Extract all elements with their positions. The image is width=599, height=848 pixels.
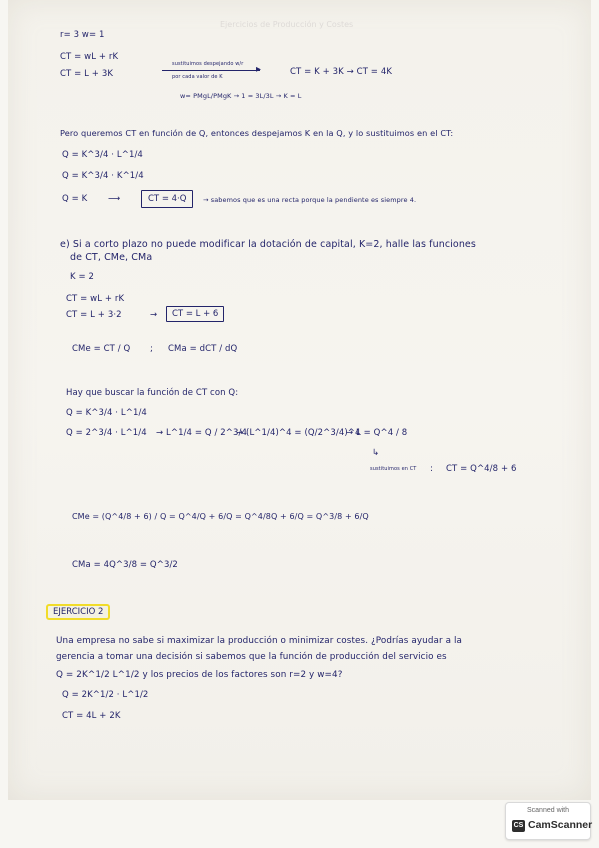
arrow-icon: ⟶ xyxy=(108,194,121,204)
exercise-2-statement-line1: Una empresa no sabe si maximizar la producción o minimizar costes. ¿Podrías ayudar a la xyxy=(56,636,463,646)
cma-derivation: CMa = 4Q^3/8 = Q^3/2 xyxy=(72,560,178,570)
exercise-2-production-function: Q = 2K^1/2 · L^1/2 xyxy=(62,690,149,700)
q-step-2: Q = K^3/4 · K^1/4 xyxy=(62,171,144,181)
section-e-statement-line2: de CT, CMe, CMa xyxy=(70,252,153,263)
ct-short-run-result: CT = Q^4/8 + 6 xyxy=(446,464,517,474)
boxed-result-ct-l-6: CT = L + 6 xyxy=(166,306,224,322)
isolate-step-3: → L = Q^4 / 8 xyxy=(346,428,408,438)
boxed-result-ct-4q: CT = 4·Q xyxy=(141,190,193,208)
arrow-head-icon: ▶ xyxy=(256,65,262,73)
cme-definition: CMe = CT / Q xyxy=(72,344,131,354)
exercise-2-total-cost: CT = 4L + 2K xyxy=(62,711,121,721)
parameters-line: r= 3 w= 1 xyxy=(60,30,105,40)
q-step-3: Q = K xyxy=(62,194,88,204)
paragraph-function-of-q: Pero queremos CT en función de Q, entonces despejamos K en la Q, y lo sustituimos en el CT: xyxy=(60,128,454,138)
slope-note: → sabemos que es una recta porque la pendiente es siempre 4. xyxy=(203,196,417,204)
isolate-step-1: → L^1/4 = Q / 2^3/4 xyxy=(156,428,247,438)
q-short-run-1: Q = K^3/4 · L^1/4 xyxy=(66,408,147,418)
ct-substituted: CT = L + 3K xyxy=(60,69,113,79)
ct-result-chain: CT = K + 3K → CT = 4K xyxy=(290,67,392,77)
ct-substituted-short-run: CT = L + 3·2 xyxy=(66,310,122,320)
arrow-icon: → xyxy=(150,310,158,320)
separator: : xyxy=(430,464,433,474)
arrow-note-bottom: por cada valor de K xyxy=(172,74,223,80)
isolate-step-2: → (L^1/4)^4 = (Q/2^3/4)^4 xyxy=(236,428,361,438)
scanned-with-label: Scanned with xyxy=(526,807,570,814)
q-short-run-2: Q = 2^3/4 · L^1/4 xyxy=(66,428,147,438)
exercise-2-heading: EJERCICIO 2 xyxy=(46,604,110,620)
camscanner-watermark xyxy=(505,802,591,840)
q-step-1: Q = K^3/4 · L^1/4 xyxy=(62,150,143,160)
camscanner-logo-icon: CS xyxy=(512,820,525,832)
bleed-through-header: Ejercicios de Producción y Costes xyxy=(220,20,354,29)
exercise-2-statement-line3: Q = 2K^1/2 L^1/2 y los precios de los factores son r=2 y w=4? xyxy=(56,670,343,680)
arrow-note-top: sustituimos despejando w/r xyxy=(172,61,244,67)
camscanner-brand: CamScanner xyxy=(528,819,593,831)
ct-definition-short-run: CT = wL + rK xyxy=(66,294,125,304)
long-arrow-line xyxy=(162,70,260,71)
down-hook-icon: ↳ xyxy=(372,448,380,458)
cme-derivation: CMe = (Q^4/8 + 6) / Q = Q^4/Q + 6/Q = Q^4/8Q + 6/Q = Q^3/8 + 6/Q xyxy=(72,512,369,521)
ct-definition: CT = wL + rK xyxy=(60,52,119,62)
substitute-note: sustituimos en CT xyxy=(370,466,417,472)
exercise-2-statement-line2: gerencia a tomar una decisión si sabemos que la función de producción del servicio es xyxy=(56,652,447,662)
scanned-page xyxy=(8,0,591,800)
ratio-condition: w= PMgL/PMgK → 1 = 3L/3L → K = L xyxy=(180,92,302,100)
section-e-statement-line1: e) Si a corto plazo no puede modificar la dotación de capital, K=2, halle las funciones xyxy=(60,239,476,250)
separator: ; xyxy=(150,344,153,354)
find-function-note: Hay que buscar la función de CT con Q: xyxy=(66,388,239,398)
cma-definition: CMa = dCT / dQ xyxy=(168,344,238,354)
k-value: K = 2 xyxy=(70,272,95,282)
